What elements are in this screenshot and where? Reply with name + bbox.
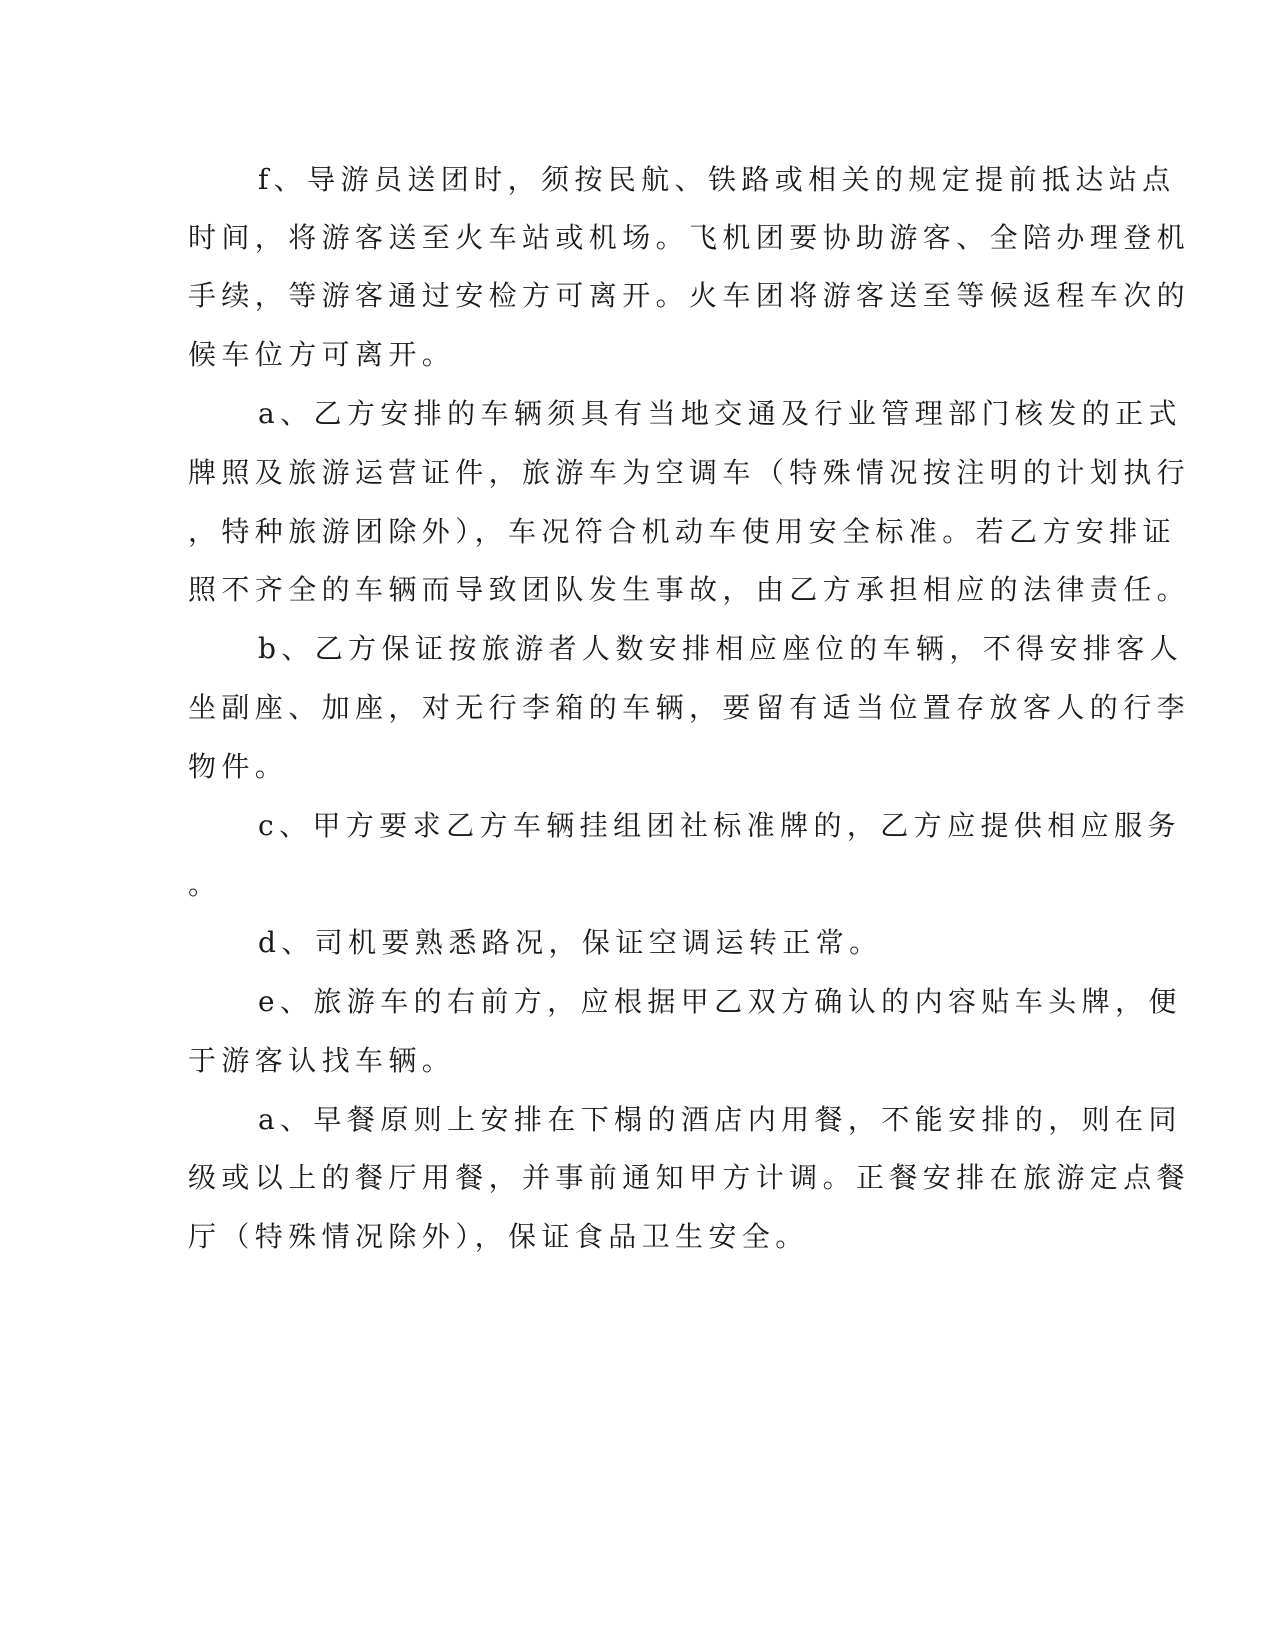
paragraph-line: 厅（特殊情况除外），保证食品卫生安全。 [188, 1220, 809, 1253]
paragraph-line: 时间，将游客送至火车站或机场。飞机团要协助游客、全陪办理登机 [188, 221, 1191, 254]
paragraph-line: a、乙方安排的车辆须具有当地交通及行业管理部门核发的正式 [258, 397, 1182, 430]
paragraph-line: 级或以上的餐厅用餐，并事前通知甲方计调。正餐安排在旅游定点餐 [188, 1161, 1191, 1194]
paragraph-line: 候车位方可离开。 [188, 338, 456, 371]
paragraph-line: b、乙方保证按旅游者人数安排相应座位的车辆，不得安排客人 [258, 632, 1184, 665]
paragraph-line: 坐副座、加座，对无行李箱的车辆，要留有适当位置存放客人的行李 [188, 691, 1191, 724]
paragraph-line: 物件。 [188, 750, 289, 783]
paragraph-line: d、司机要熟悉路况，保证空调运转正常。 [258, 926, 883, 959]
paragraph-line: c、甲方要求乙方车辆挂组团社标准牌的，乙方应提供相应服务 [258, 809, 1181, 842]
paragraph-line: ，特种旅游团除外），车况符合机动车使用安全标准。若乙方安排证 [188, 515, 1177, 548]
paragraph-line: f、导游员送团时，须按民航、铁路或相关的规定提前抵达站点 [258, 163, 1176, 196]
paragraph-line: 照不齐全的车辆而导致团队发生事故，由乙方承担相应的法律责任。 [188, 573, 1191, 606]
paragraph-line: 于游客认找车辆。 [188, 1044, 456, 1077]
paragraph-line: e、旅游车的右前方，应根据甲乙双方确认的内容贴车头牌，便 [258, 985, 1182, 1018]
paragraph-line: 。 [188, 868, 222, 901]
paragraph-line: 手续，等游客通过安检方可离开。火车团将游客送至等候返程车次的 [188, 279, 1191, 312]
paragraph-line: a、早餐原则上安排在下榻的酒店内用餐，不能安排的，则在同 [258, 1103, 1182, 1136]
paragraph-line: 牌照及旅游运营证件，旅游车为空调车（特殊情况按注明的计划执行 [188, 456, 1191, 489]
